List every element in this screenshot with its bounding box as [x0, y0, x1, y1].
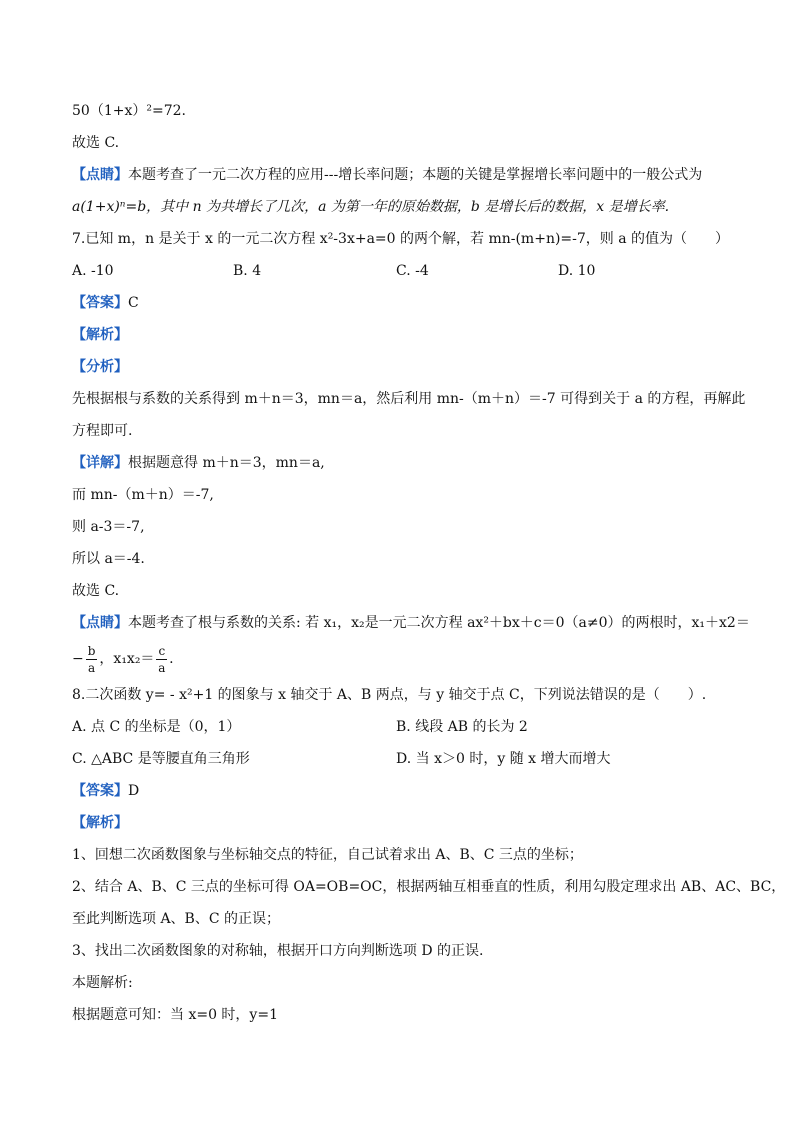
q7-fenxi-line1: 先根据根与系数的关系得到 m＋n＝3，mn＝a，然后利用 mn-（m＋n）＝-7 可得到关于 a 的方程，再解此: [72, 391, 746, 407]
comment-text: 本题考查了一元二次方程的应用---增长率问题；本题的关键是掌握增长率问题中的一般公式为: [128, 167, 703, 183]
fraction-c-over-a: $\frac{c}{a}$: [158, 643, 166, 675]
q7-detail-line4: 所以 a＝-4.: [72, 551, 145, 567]
q8-stem: 8.二次函数 y= - x²+1 的图象与 x 轴交于 A、B 两点，与 y 轴交于点 C，下列说法错误的是（ ）.: [72, 687, 707, 703]
q8-option-b: B. 线段 AB 的长为 2: [396, 719, 528, 735]
q7-choose: 故选 C.: [72, 583, 120, 599]
q8-answer: [72, 781, 139, 801]
answer-tag: 【答案】: [72, 295, 128, 311]
q6-comment-formula: a(1+x)ⁿ=b，其中 n 为共增长了几次，a 为第一年的原始数据，b 是增长后的数据，x 是增长率.: [72, 199, 670, 215]
detail-line1: 根据题意得 m＋n＝3，mn＝a,: [128, 455, 325, 471]
q7-comment-fractions: − $\frac{b}{a}$ ，x₁x₂＝ $\frac{c}{a}$ .: [72, 643, 174, 675]
q8-option-c: C. △ABC 是等腰直角三角形: [72, 751, 250, 767]
q8-analysis-tag: 【解析】: [72, 815, 128, 831]
q6-choose: 故选 C.: [72, 135, 120, 151]
q7-detail-line3: 则 a-3＝-7,: [72, 519, 145, 535]
answer-value: C: [128, 295, 139, 311]
q7-detail-line2: 而 mn-（m＋n）＝-7,: [72, 487, 214, 503]
answer-tag: 【答案】: [72, 783, 128, 799]
q8-step2a: 2、结合 A、B、C 三点的坐标可得 OA=OB=OC，根据两轴互相垂直的性质，利用勾股定理求出 AB、AC、BC，: [72, 879, 786, 895]
q7-detail: [72, 453, 325, 473]
q8-step1: 1、回想二次函数图象与坐标轴交点的特征，自己试着求出 A、B、C 三点的坐标；: [72, 847, 583, 863]
minus-sign: −: [72, 651, 84, 667]
q7-fenxi-tag: 【分析】: [72, 359, 128, 375]
q7-fenxi-line2: 方程即可.: [72, 423, 133, 439]
q8-solve-title: 本题解析:: [72, 975, 133, 991]
q8-step2b: 至此判断选项 A、B、C 的正误；: [72, 911, 281, 927]
q7-analysis-tag: 【解析】: [72, 327, 128, 343]
fraction-b-over-a: $\frac{b}{a}$: [87, 643, 96, 675]
answer-value: D: [128, 783, 140, 799]
q8-solve-line1: 根据题意可知：当 x=0 时，y=1: [72, 1007, 278, 1023]
q7-answer: [72, 293, 139, 313]
q8-option-d: D. 当 x＞0 时，y 随 x 增大而增大: [396, 751, 611, 767]
q7-option-c: C. -4: [396, 263, 429, 279]
q8-option-a: A. 点 C 的坐标是（0，1）: [72, 719, 241, 735]
q7-option-a: A. -10: [72, 263, 114, 279]
detail-tag: 【详解】: [72, 455, 128, 471]
q8-step3: 3、找出二次函数图象的对称轴，根据开口方向判断选项 D 的正误.: [72, 943, 484, 959]
comment-tag: 【点睛】: [72, 167, 128, 183]
q7-option-d: D. 10: [558, 263, 596, 279]
product-text: ，x₁x₂＝: [99, 651, 155, 667]
q6-equation: 50（1+x）²=72.: [72, 103, 186, 119]
comment-tag: 【点睛】: [72, 615, 128, 631]
comment-line1: 本题考查了根与系数的关系: 若 x₁，x₂是一元二次方程 ax²＋bx＋c＝0（a≠0）的两根时，x₁＋x2＝: [128, 615, 750, 631]
q6-comment: [72, 165, 702, 185]
q7-comment: [72, 613, 750, 633]
q7-stem: 7.已知 m，n 是关于 x 的一元二次方程 x²-3x+a=0 的两个解，若 mn-(m+n)=-7，则 a 的值为（ ）: [72, 231, 730, 247]
q7-option-b: B. 4: [233, 263, 262, 279]
